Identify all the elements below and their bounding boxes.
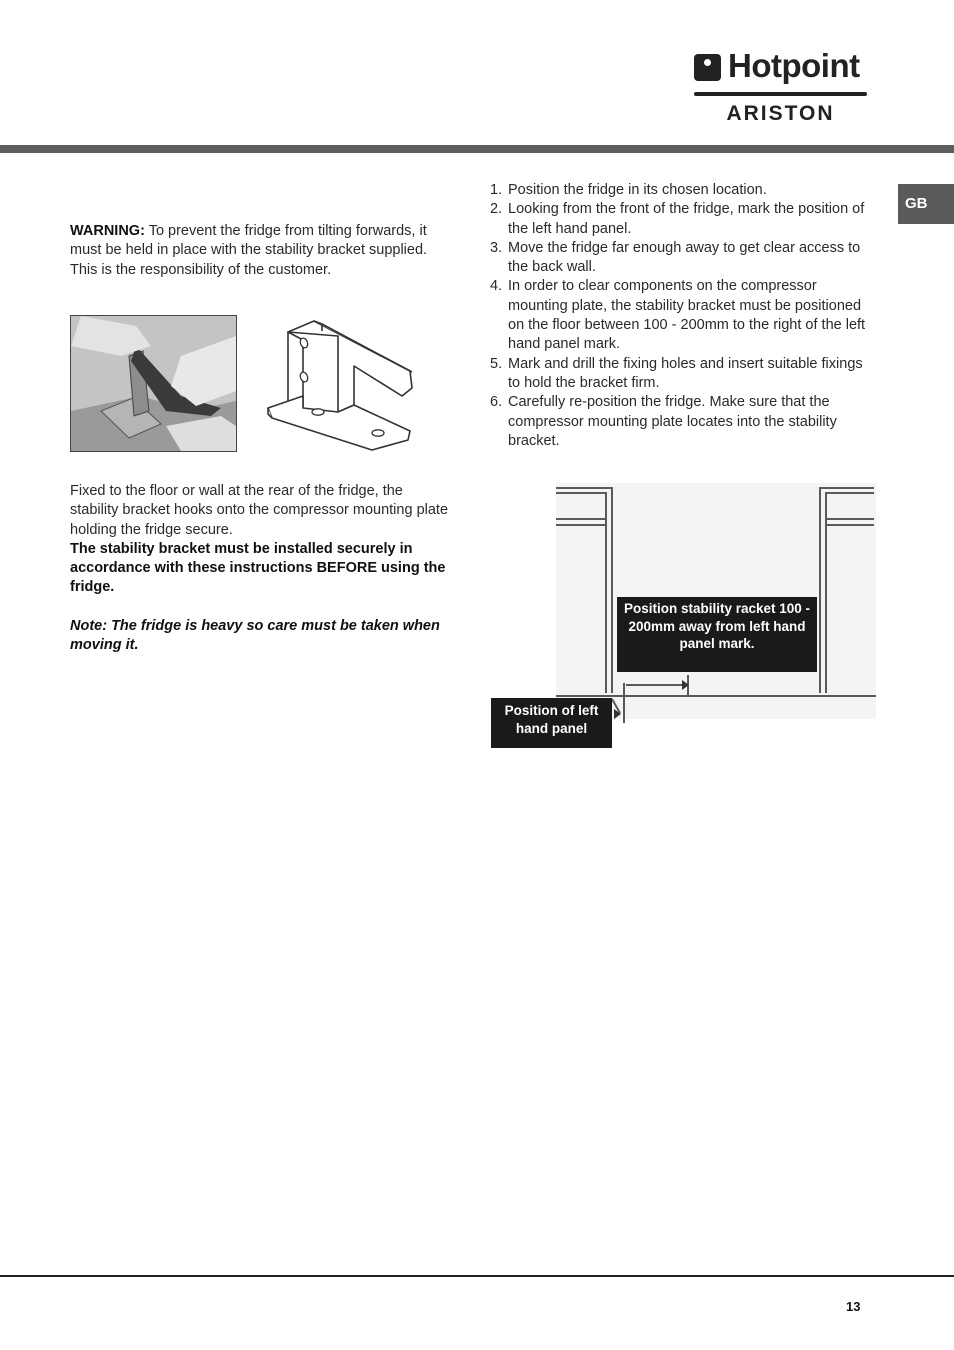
footer-rule	[0, 1275, 954, 1277]
logo-divider	[694, 92, 867, 96]
warning-paragraph	[70, 222, 450, 261]
step-text: Looking from the front of the fridge, mark the position of the left hand panel.	[508, 201, 865, 237]
left-column-lower	[70, 482, 450, 656]
page-number: 13	[846, 1299, 861, 1314]
step-number: 1.	[490, 182, 503, 198]
step-text: Move the fridge far enough away to get clear access to the back wall.	[508, 239, 861, 276]
step-text: In order to clear components on the compressor mounting plate, the stability bracket must be positioned on the floor between 100 - 200mm to the right of the left hand panel mark.	[508, 278, 866, 353]
heavy-fridge-note: Note: The fridge is heavy so care must be taken when moving it.	[70, 618, 440, 654]
list-item	[490, 355, 870, 394]
list-item	[490, 393, 870, 451]
hotpoint-logo-mark-icon	[694, 54, 721, 81]
language-tab: GB	[898, 184, 954, 224]
step-number: 4.	[490, 278, 503, 295]
step-text: Position the fridge in its chosen location.	[508, 182, 767, 198]
left-column	[70, 222, 450, 280]
header-rule	[0, 145, 954, 153]
bold-instruction: The stability bracket must be installed securely in accordance with these instructions BEFORE using the fridge.	[70, 540, 446, 596]
bracket-installation-photo	[70, 315, 237, 452]
step-number: 2.	[490, 201, 503, 218]
list-item	[490, 200, 870, 239]
installation-steps-list	[490, 181, 870, 451]
step-number: 6.	[490, 394, 503, 411]
list-item	[490, 181, 870, 200]
photo-illustration	[71, 316, 236, 451]
logo-brand-text: Hotpoint	[728, 47, 860, 84]
fixed-bracket-text: Fixed to the floor or wall at the rear of the fridge, the stability bracket hooks onto the compressor mounting plate holding the fridge secure.	[70, 483, 449, 538]
left-panel-callout: Position of left hand panel	[491, 698, 612, 748]
step-text: Mark and drill the fixing holes and insert suitable fixings to hold the bracket firm.	[508, 355, 863, 391]
step-number: 3.	[490, 239, 503, 256]
bracket-distance-callout: Position stability racket 100 - 200mm away from left hand panel mark.	[617, 597, 817, 672]
responsibility-text: This is the responsibility of the customer.	[70, 261, 332, 278]
stability-bracket-drawing	[262, 316, 414, 454]
warning-text: To prevent the fridge from tilting forwards, it must be held in place with the stability bracket supplied.	[70, 223, 428, 259]
warning-label: WARNING:	[70, 223, 145, 239]
logo-subbrand-text: ARISTON	[726, 102, 835, 125]
spacer	[70, 598, 450, 617]
step-number: 5.	[490, 355, 503, 372]
step-text: Carefully re-position the fridge. Make sure that the compressor mounting plate locates into the stability bracket.	[508, 394, 837, 449]
list-item	[490, 277, 870, 354]
hotpoint-ariston-logo	[694, 47, 868, 126]
list-item	[490, 239, 870, 278]
